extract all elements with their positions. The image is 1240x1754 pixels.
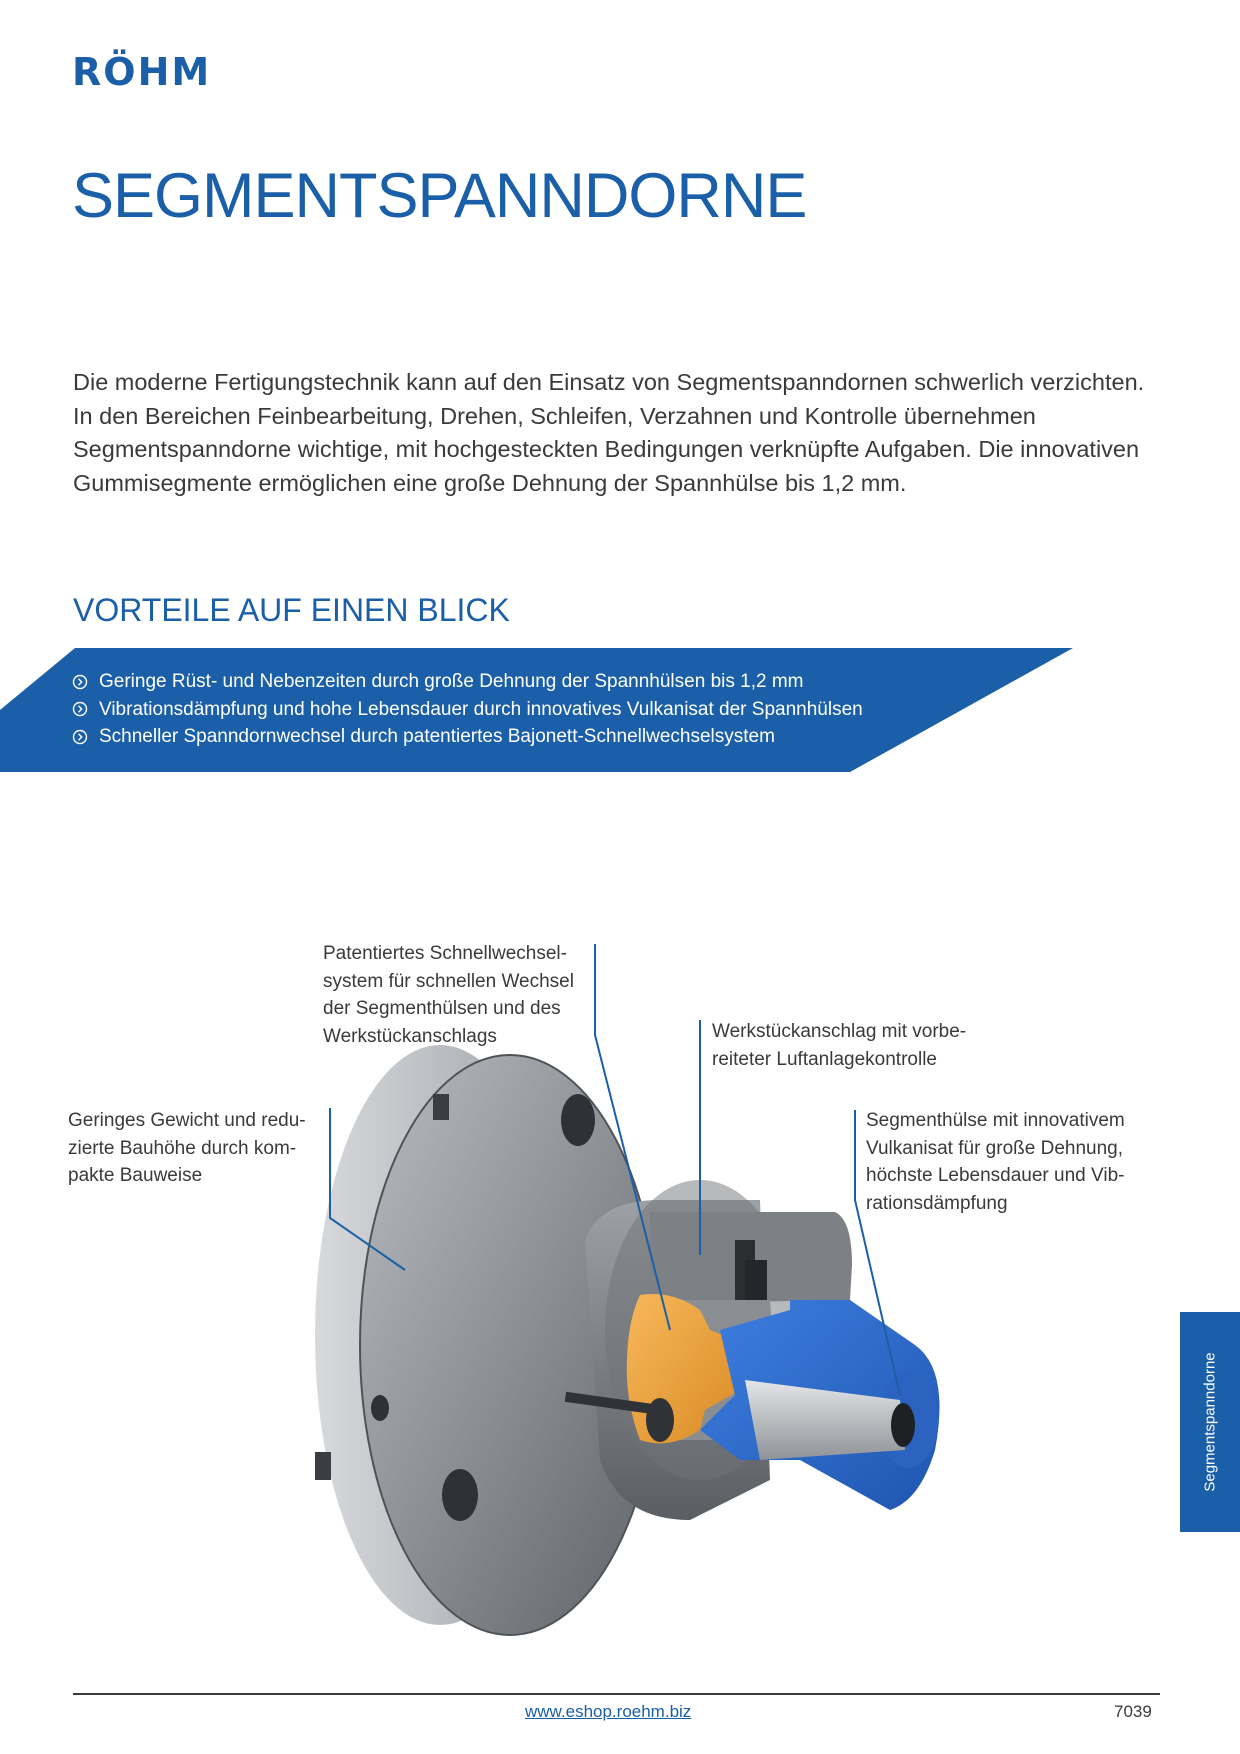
page-title: SEGMENTSPANNDORNE: [72, 161, 807, 231]
footer-divider: [73, 1693, 1160, 1695]
advantage-text: Vibrationsdämpfung und hohe Lebensdauer durch innovatives Vulkanisat der Spannhülsen: [99, 698, 863, 720]
callout-quick-change: Patentiertes Schnellwechsel- system für schnellen Wechsel der Segmenthülsen und des Werkstückanschlags: [323, 943, 574, 1047]
page-number: 7039: [1114, 1702, 1152, 1721]
advantage-text: Geringe Rüst- und Nebenzeiten durch große Dehnung der Spannhülsen bis 1,2 mm: [99, 671, 804, 692]
intro-paragraph: Die moderne Fertigungstechnik kann auf den Einsatz von Segmentspanndornen schwerlich verzichten. In den Bereichen Feinbearbeitung, Drehen, Schleifen, Verzahnen und Kontrolle übernehmen Segmentspanndorne wichtige, mit hochgesteckten Bedingungen verknüpfte Aufgaben. Die innovativen Gummisegmente ermöglichen eine große Dehnung der Spannhülse bis 1,2 mm.: [73, 369, 1145, 496]
advantage-text: Schneller Spanndornwechsel durch patentiertes Bajonett-Schnellwechselsystem: [99, 726, 775, 747]
callout-segment-sleeve: Segmenthülse mit innovativem Vulkanisat für große Dehnung, höchste Lebensdauer und Vib- rationsdämpfung: [866, 1110, 1125, 1214]
side-tab[interactable]: [1180, 1312, 1240, 1532]
eshop-link[interactable]: www.eshop.roehm.biz: [525, 1702, 692, 1721]
side-tab-label: Segmentspanndorne: [1201, 1352, 1219, 1492]
callout-workpiece-stop: Werkstückanschlag mit vorbe- reiteter Luftanlagekontrolle: [712, 1021, 967, 1070]
callout-weight: Geringes Gewicht und redu- zierte Bauhöhe durch kom- pakte Bauweise: [68, 1110, 306, 1186]
logo-text: RÖHM: [72, 50, 212, 94]
advantages-heading: VORTEILE AUF EINEN BLICK: [73, 592, 510, 628]
